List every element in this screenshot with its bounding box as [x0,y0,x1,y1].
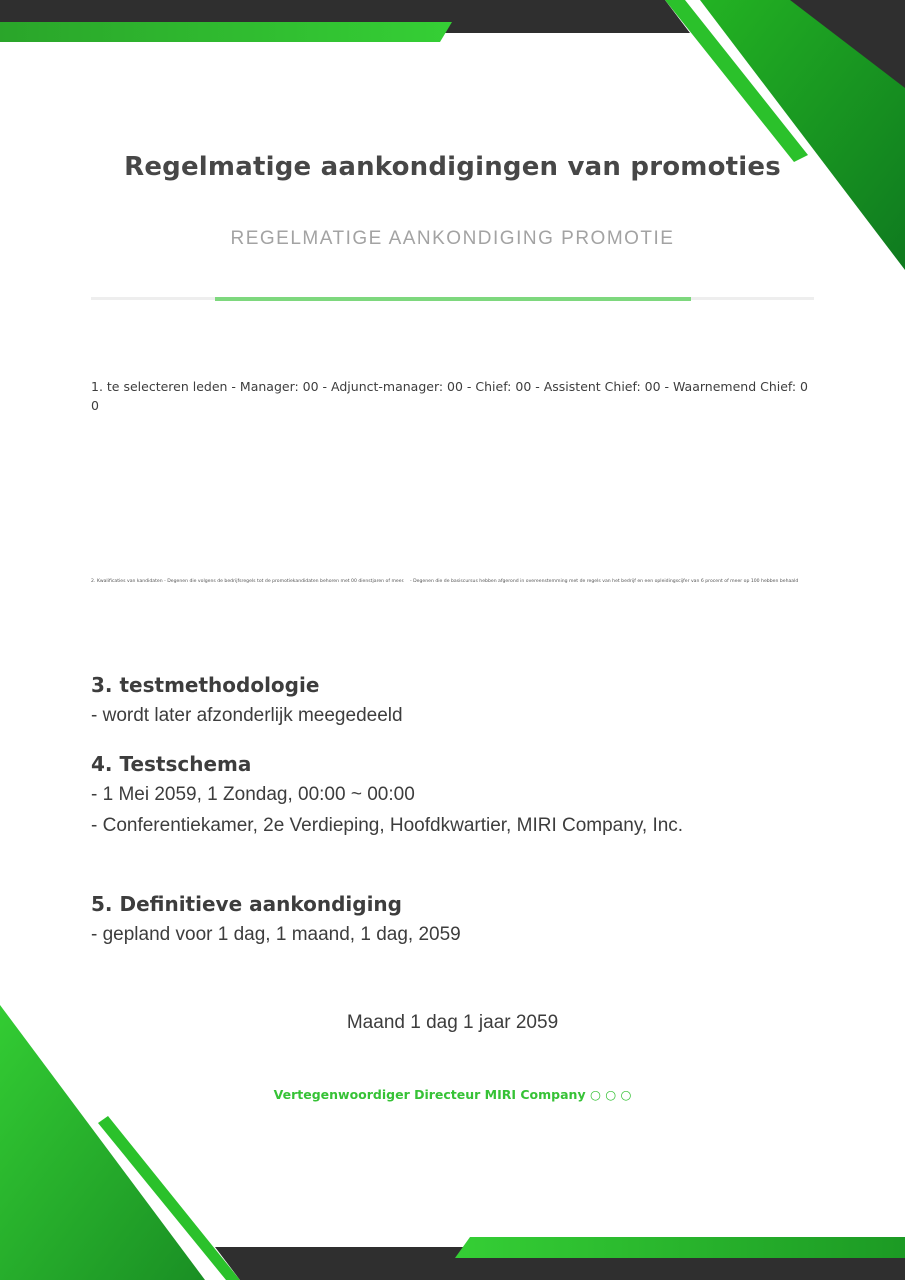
section-test-schedule [91,749,811,841]
signature-line [0,1085,905,1104]
document-title: Regelmatige aankondigingen van promoties [124,152,781,182]
top-green-band [0,22,452,42]
section-line: - Conferentiekamer, 2e Verdieping, Hoofdkwartier, MIRI Company, Inc. [91,815,684,836]
divider-accent [215,297,691,301]
section-final-announcement [91,889,811,950]
section-line: - 1 Mei 2059, 1 Zondag, 00:00 ~ 00:00 [91,784,415,805]
document-subtitle: REGELMATIGE AANKONDIGING PROMOTIE [230,228,675,249]
section-heading: 5. Definitieve aankondiging [91,892,402,916]
section-line: - gepland voor 1 dag, 1 maand, 1 dag, 2059 [91,924,461,945]
document-date: Maand 1 dag 1 jaar 2059 [346,1012,559,1033]
section-line: - wordt later afzonderlijk meegedeeld [91,705,403,726]
section-test-method [91,670,811,731]
section-heading: 4. Testschema [91,752,252,776]
item-qualifications-continued: - Degenen die de basiscursus hebben afgerond in overeenstemming met de regels van het bedrijf en een opleidingscijfer van 6 procent of meer op 100 hebben behaald [410,579,799,584]
bottom-green-band [455,1237,905,1258]
section-heading: 3. testmethodologie [91,673,320,697]
signature-text: Vertegenwoordiger Directeur MIRI Company ○ ○ ○ [273,1087,632,1102]
item-selected-members: 1. te selecteren leden - Manager: 00 - Adjunct-manager: 00 - Chief: 00 - Assistent Chief: 00 - Waarnemend Chief: 00 [91,379,809,413]
bottom-left-green-wedge [0,1005,205,1280]
item-qualifications: 2. Kwalificaties van kandidaten - Degenen die volgens de bedrijfsregels tot de promotiekandidaten behoren met 00 dienstjaren of meer. [91,579,405,584]
